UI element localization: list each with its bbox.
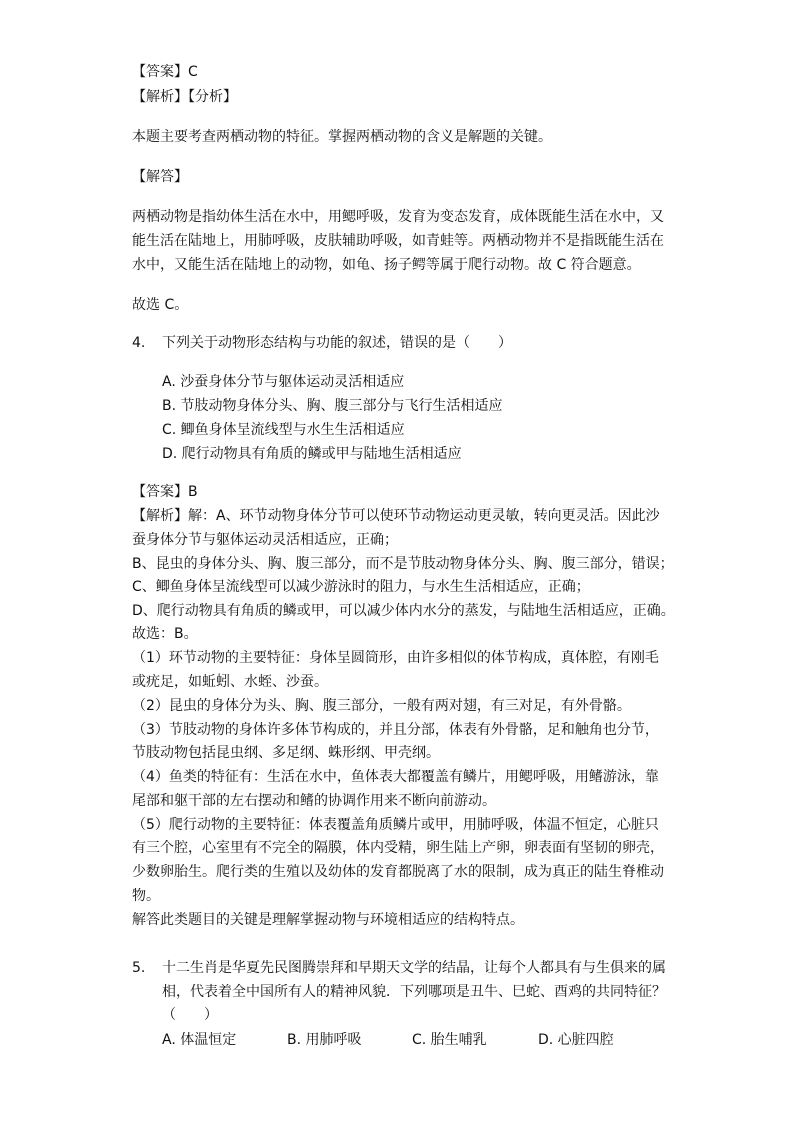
q4-explain-line: 蚕身体分节与躯体运动灵活相适应，正确；	[132, 532, 398, 548]
q4-explain-line: 【解析】解：A、环节动物身体分节可以使环节动物运动更灵敏，转向更灵活。因此沙	[132, 508, 660, 524]
q5-stem-line: （ ）	[162, 1007, 218, 1023]
q5-option-a: A. 体温恒定	[162, 1032, 237, 1048]
q5-option-c: C. 胎生哺乳	[412, 1032, 487, 1048]
q4-option-a: A. 沙蚕身体分节与躯体运动灵活相适应	[162, 374, 405, 390]
q3-analysis-heading: 【解析】【分析】	[132, 89, 237, 105]
q4-explain-line: B、昆虫的身体分头、胸、腹三部分，而不是节肢动物身体分头、胸、腹三部分，错误；	[132, 556, 674, 572]
q4-explain-line: D、爬行动物具有角质的鳞或甲，可以减少体内水分的蒸发，与陆地生活相适应，正确。	[132, 603, 675, 619]
q5-stem-line: 相，代表着全中国所有人的精神风貌．下列哪项是丑牛、巳蛇、酉鸡的共同特征？	[162, 984, 666, 1000]
q5-stem-line: 十二生肖是华夏先民图腾崇拜和早期天文学的结晶，让每个人都具有与生俱来的属	[162, 960, 666, 976]
q3-solution-line: 能生活在陆地上，用肺呼吸，皮肤辅助呼吸，如青蛙等。两栖动物并不是指既能生活在	[132, 233, 664, 249]
q5-option-d: D. 心脏四腔	[538, 1032, 614, 1048]
q3-answer: 【答案】C	[132, 64, 198, 80]
q4-explain-line: 或疣足，如蚯蚓、水蛭、沙蚕。	[132, 674, 328, 690]
q4-explain-line: C、鲫鱼身体呈流线型可以减少游泳时的阻力，与水生生活相适应，正确；	[132, 579, 590, 595]
q5-option-b: B. 用肺呼吸	[287, 1032, 362, 1048]
q4-explain-line: 节肢动物包括昆虫纲、多足纲、蛛形纲、甲壳纲。	[132, 745, 440, 761]
q4-option-c: C. 鲫鱼身体呈流线型与水生生活相适应	[162, 422, 405, 438]
q5-number: 5.	[132, 960, 146, 976]
q4-explain-line: 物。	[132, 888, 160, 904]
q4-option-b: B. 节肢动物身体分头、胸、腹三部分与飞行生活相适应	[162, 398, 503, 414]
q4-number: 4.	[132, 335, 146, 351]
q4-stem: 下列关于动物形态结构与功能的叙述，错误的是（ ）	[162, 335, 512, 351]
q4-explain-line: （3）节肢动物的身体许多体节构成的，并且分部，体表有外骨骼，足和触角也分节，	[132, 722, 659, 738]
q4-answer: 【答案】B	[132, 484, 198, 500]
q3-analysis-text: 本题主要考查两栖动物的特征。掌握两栖动物的含义是解题的关键。	[132, 129, 552, 145]
q4-explain-line: 少数卵胎生。爬行类的生殖以及幼体的发育都脱离了水的限制，成为真正的陆生脊椎动	[132, 864, 664, 880]
q3-solution-heading: 【解答】	[132, 169, 188, 185]
q3-choice: 故选 C。	[132, 297, 189, 313]
q4-explain-line: 有三个腔，心室里有不完全的隔膜，体内受精，卵生陆上产卵，卵表面有坚韧的卵壳，	[132, 840, 664, 856]
q4-option-d: D. 爬行动物具有角质的鳞或甲与陆地生活相适应	[162, 446, 462, 462]
q3-solution-line: 两栖动物是指幼体生活在水中，用鳃呼吸，发育为变态发育，成体既能生活在水中，又	[132, 209, 664, 225]
q4-explain-line: （4）鱼类的特征有：生活在水中，鱼体表大都覆盖有鳞片，用鳃呼吸，用鳍游泳，靠	[132, 769, 659, 785]
q4-explain-line: （2）昆虫的身体分为头、胸、腹三部分，一般有两对翅，有三对足，有外骨骼。	[132, 698, 631, 714]
q4-explain-line: 故选：B。	[132, 626, 198, 642]
q4-explain-line: 解答此类题目的关键是理解掌握动物与环境相适应的结构特点。	[132, 912, 524, 928]
q4-explain-line: 尾部和躯干部的左右摆动和鳍的协调作用来不断向前游动。	[132, 793, 496, 809]
q4-explain-line: （5）爬行动物的主要特征：体表覆盖角质鳞片或甲，用肺呼吸，体温不恒定，心脏只	[132, 817, 659, 833]
q3-solution-line: 水中，又能生活在陆地上的动物，如龟、扬子鳄等属于爬行动物。故 C 符合题意。	[132, 257, 641, 273]
q4-explain-line: （1）环节动物的主要特征：身体呈圆筒形，由许多相似的体节构成，真体腔，有刚毛	[132, 650, 659, 666]
